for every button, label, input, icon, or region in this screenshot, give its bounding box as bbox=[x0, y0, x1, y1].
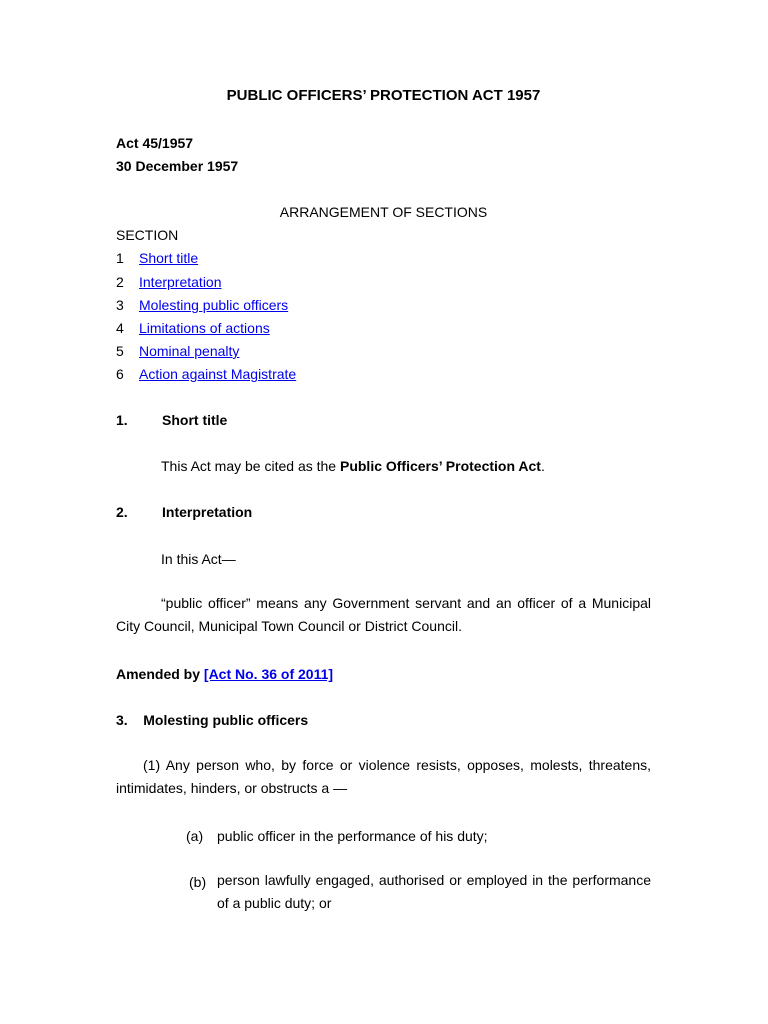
item-b-text: person lawfully engaged, authorised or employed in the performance of a public duty; or bbox=[217, 872, 651, 911]
section-3-heading: 3. Molesting public officers bbox=[116, 712, 309, 728]
arrangement-heading: ARRANGEMENT OF SECTIONS bbox=[279, 204, 488, 220]
document-title: PUBLIC OFFICERS’ PROTECTION ACT 1957 bbox=[226, 87, 541, 104]
act-number: Act 45/1957 bbox=[116, 135, 194, 151]
toc-number: 3 bbox=[116, 297, 124, 313]
section-1-text bbox=[161, 457, 545, 475]
toc-number: 2 bbox=[116, 274, 124, 290]
section-1-heading: Short title bbox=[162, 412, 228, 428]
section-1-text-before: This Act may be cited as the bbox=[161, 458, 340, 474]
section-3-paragraph-1: (1) Any person who, by force or violence resists, opposes, molests, threatens, intimidates, hinders, or obstructs a — bbox=[116, 757, 651, 796]
toc-link-short-title[interactable]: Short title bbox=[139, 250, 199, 266]
toc-link-limitations-of-actions[interactable]: Limitations of actions bbox=[139, 320, 270, 336]
toc-number: 4 bbox=[116, 320, 124, 336]
act-short-title: Public Officers’ Protection Act bbox=[339, 458, 541, 474]
section-2-heading: Interpretation bbox=[162, 504, 253, 520]
amending-act-link[interactable]: [Act No. 36 of 2011] bbox=[203, 666, 334, 682]
toc-link-molesting-public-officers[interactable]: Molesting public officers bbox=[139, 297, 289, 313]
toc-link-action-against-magistrate[interactable]: Action against Magistrate bbox=[139, 366, 297, 382]
item-a-label: (a) bbox=[186, 828, 204, 844]
section-2-number: 2. bbox=[116, 504, 128, 520]
item-a-text: public officer in the performance of his duty; bbox=[217, 828, 488, 844]
toc-number: 1 bbox=[116, 250, 124, 266]
act-date: 30 December 1957 bbox=[116, 158, 239, 174]
amended-by-label: Amended by bbox=[116, 666, 201, 682]
toc-link-nominal-penalty[interactable]: Nominal penalty bbox=[139, 343, 240, 359]
item-b-label: (b) bbox=[189, 874, 207, 890]
section-2-intro: In this Act— bbox=[161, 551, 236, 567]
public-officer-definition: “public officer” means any Government servant and an officer of a Municipal City Council, Municipal Town Council or District Council. bbox=[116, 595, 651, 634]
section-1-text-after: . bbox=[540, 458, 545, 474]
toc-number: 5 bbox=[116, 343, 124, 359]
amendment-note bbox=[116, 665, 333, 683]
toc-link-interpretation[interactable]: Interpretation bbox=[139, 274, 222, 290]
section-label: SECTION bbox=[116, 227, 179, 243]
section-1-number: 1. bbox=[116, 412, 128, 428]
toc-number: 6 bbox=[116, 366, 124, 382]
